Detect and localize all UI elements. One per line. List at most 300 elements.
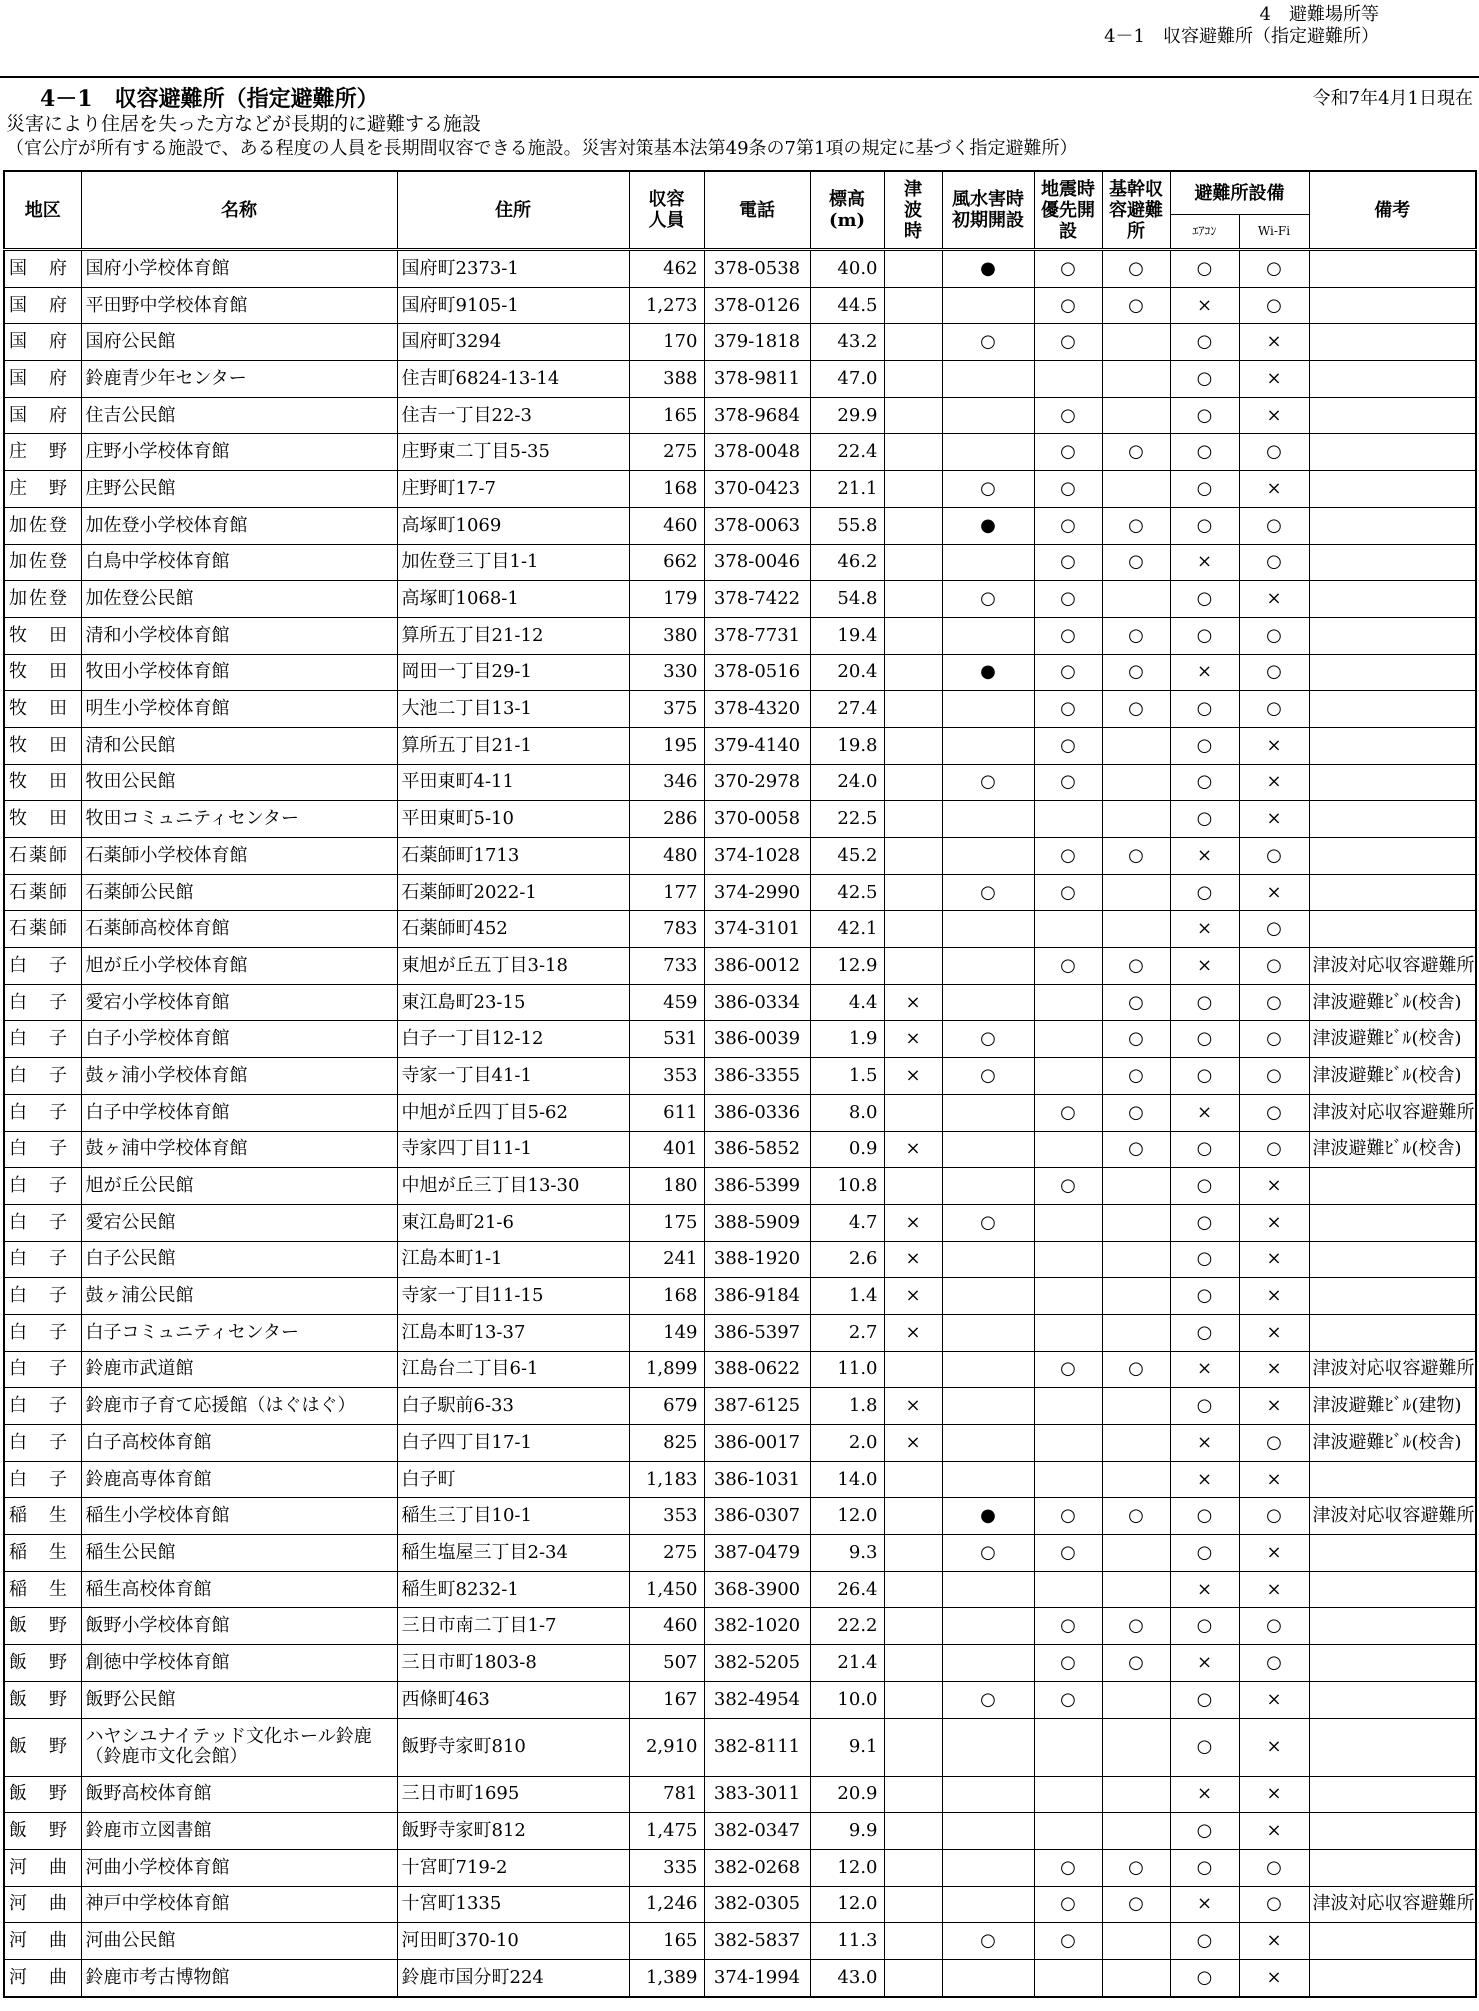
quake-mark: ○ — [1034, 1168, 1102, 1205]
district-char: 曲 — [49, 1856, 67, 1878]
district-cell — [4, 1021, 81, 1058]
facility-name: 庄野小学校体育館 — [81, 434, 397, 471]
elevation: 1.9 — [810, 1021, 884, 1058]
quake-mark: ○ — [1034, 471, 1102, 508]
wifi-mark: × — [1239, 1278, 1309, 1315]
aircon-mark: ○ — [1170, 1959, 1239, 1996]
storm-mark — [942, 397, 1034, 434]
storm-mark — [942, 1959, 1034, 1996]
tsunami-mark — [884, 361, 942, 398]
capacity: 165 — [629, 1923, 704, 1960]
aircon-mark: ○ — [1170, 1813, 1239, 1850]
quake-mark: ○ — [1034, 691, 1102, 728]
quake-mark — [1034, 361, 1102, 398]
phone: 386-0012 — [704, 948, 810, 985]
aircon-mark: ○ — [1170, 1058, 1239, 1095]
storm-mark — [942, 948, 1034, 985]
aircon-mark: ○ — [1170, 727, 1239, 764]
phone: 378-0046 — [704, 544, 810, 581]
phone: 386-9184 — [704, 1278, 810, 1315]
remarks — [1309, 764, 1476, 801]
quake-mark — [1034, 1131, 1102, 1168]
district-cell — [4, 727, 81, 764]
col-capacity — [629, 171, 704, 250]
storm-mark — [942, 1314, 1034, 1351]
core-mark: ○ — [1102, 984, 1170, 1021]
elevation: 9.3 — [810, 1535, 884, 1572]
address: 江島台二丁目6-1 — [397, 1351, 629, 1388]
table-row — [4, 1094, 1476, 1131]
quake-mark — [1034, 1204, 1102, 1241]
district-label — [9, 1737, 67, 1757]
quake-mark — [1034, 1058, 1102, 1095]
district-char: 国 — [9, 367, 27, 389]
col-tsunami-label: 津波時 — [904, 178, 922, 242]
remarks: 津波避難ﾋﾞﾙ(校舎) — [1309, 1058, 1476, 1095]
phone: 374-1028 — [704, 838, 810, 875]
core-mark — [1102, 1776, 1170, 1813]
aircon-mark: × — [1170, 654, 1239, 691]
aircon-mark: ○ — [1170, 361, 1239, 398]
remarks — [1309, 1461, 1476, 1498]
as-of-date: 令和7年4月1日現在 — [1312, 88, 1473, 109]
storm-mark — [942, 1094, 1034, 1131]
storm-mark — [942, 801, 1034, 838]
wifi-mark: ○ — [1239, 1425, 1309, 1462]
remarks — [1309, 1571, 1476, 1608]
facility-name: 国府公民館 — [81, 324, 397, 361]
district-label — [9, 772, 67, 792]
capacity: 195 — [629, 727, 704, 764]
district-label — [9, 1103, 67, 1123]
district-label — [9, 1176, 67, 1196]
aircon-mark: ○ — [1170, 1535, 1239, 1572]
address: 河田町370-10 — [397, 1923, 629, 1960]
address: 飯野寺家町812 — [397, 1813, 629, 1850]
address: 江島本町1-1 — [397, 1241, 629, 1278]
elevation: 19.4 — [810, 617, 884, 654]
address: 石薬師町1713 — [397, 838, 629, 875]
district-cell — [4, 1645, 81, 1682]
aircon-mark: × — [1170, 1094, 1239, 1131]
facility-name: 稲生公民館 — [81, 1535, 397, 1572]
district-cell — [4, 544, 81, 581]
elevation: 12.9 — [810, 948, 884, 985]
wifi-mark: ○ — [1239, 1886, 1309, 1923]
wifi-mark: ○ — [1239, 1645, 1309, 1682]
aircon-mark: ○ — [1170, 1021, 1239, 1058]
district-cell — [4, 1886, 81, 1923]
tsunami-mark — [884, 1813, 942, 1850]
facility-name: 白鳥中学校体育館 — [81, 544, 397, 581]
capacity: 353 — [629, 1498, 704, 1535]
phone: 386-0307 — [704, 1498, 810, 1535]
aircon-mark: ○ — [1170, 581, 1239, 618]
phone: 368-3900 — [704, 1571, 810, 1608]
aircon-mark: ○ — [1170, 984, 1239, 1021]
tsunami-mark — [884, 507, 942, 544]
district-char: 子 — [49, 1248, 67, 1270]
remarks — [1309, 801, 1476, 838]
district-cell — [4, 1388, 81, 1425]
storm-mark: ● — [942, 250, 1034, 288]
district-cell — [4, 1058, 81, 1095]
elevation: 26.4 — [810, 1571, 884, 1608]
wifi-mark: × — [1239, 1204, 1309, 1241]
facility-name: 鈴鹿市武道館 — [81, 1351, 397, 1388]
district-label — [9, 1968, 67, 1988]
district-char: 府 — [49, 331, 67, 353]
table-row — [4, 654, 1476, 691]
storm-mark — [942, 727, 1034, 764]
quake-mark — [1034, 1278, 1102, 1315]
facility-name: 白子中学校体育館 — [81, 1094, 397, 1131]
aircon-mark: × — [1170, 911, 1239, 948]
table-row — [4, 948, 1476, 985]
district-cell — [4, 1718, 81, 1776]
storm-mark — [942, 1425, 1034, 1462]
district-char: 牧 — [9, 698, 27, 720]
wifi-mark: × — [1239, 1571, 1309, 1608]
facility-name: 明生小学校体育館 — [81, 691, 397, 728]
district-cell — [4, 397, 81, 434]
district-cell — [4, 361, 81, 398]
district-char: 国 — [9, 257, 27, 279]
district-cell — [4, 617, 81, 654]
tsunami-mark: × — [884, 984, 942, 1021]
elevation: 1.5 — [810, 1058, 884, 1095]
core-mark: ○ — [1102, 1058, 1170, 1095]
quake-mark: ○ — [1034, 874, 1102, 911]
phone: 378-9684 — [704, 397, 810, 434]
district-char: 石 — [9, 918, 27, 940]
district-char: 白 — [9, 1211, 27, 1233]
table-row — [4, 581, 1476, 618]
wifi-mark: × — [1239, 801, 1309, 838]
district-cell — [4, 1923, 81, 1960]
core-mark: ○ — [1102, 1131, 1170, 1168]
remarks — [1309, 1241, 1476, 1278]
core-mark: ○ — [1102, 948, 1170, 985]
district-label — [9, 1470, 67, 1490]
table-row — [4, 617, 1476, 654]
address: 稲生町8232-1 — [397, 1571, 629, 1608]
district-label — [9, 1029, 67, 1049]
district-char: 白 — [9, 1101, 27, 1123]
table-row — [4, 1645, 1476, 1682]
district-char: 子 — [49, 1138, 67, 1160]
wifi-mark: × — [1239, 397, 1309, 434]
capacity: 168 — [629, 471, 704, 508]
address: 白子四丁目17-1 — [397, 1425, 629, 1462]
capacity: 380 — [629, 617, 704, 654]
table-row — [4, 1461, 1476, 1498]
address: 寺家一丁目11-15 — [397, 1278, 629, 1315]
phone: 370-2978 — [704, 764, 810, 801]
aircon-mark: ○ — [1170, 1681, 1239, 1718]
aircon-mark: ○ — [1170, 764, 1239, 801]
remarks — [1309, 1535, 1476, 1572]
table-row — [4, 1204, 1476, 1241]
phone: 388-0622 — [704, 1351, 810, 1388]
core-mark — [1102, 397, 1170, 434]
col-wifi: Wi-Fi — [1239, 215, 1309, 250]
aircon-mark: ○ — [1170, 801, 1239, 838]
quake-mark — [1034, 1314, 1102, 1351]
elevation: 10.0 — [810, 1681, 884, 1718]
district-char: 加 — [9, 514, 27, 536]
col-storm — [942, 171, 1034, 250]
capacity: 507 — [629, 1645, 704, 1682]
aircon-mark: × — [1170, 1351, 1239, 1388]
quake-mark — [1034, 984, 1102, 1021]
facility-name: 旭が丘公民館 — [81, 1168, 397, 1205]
district-label — [9, 1286, 67, 1306]
district-char: 白 — [9, 1064, 27, 1086]
table-row — [4, 1058, 1476, 1095]
elevation: 42.1 — [810, 911, 884, 948]
tsunami-mark — [884, 691, 942, 728]
district-label — [9, 846, 67, 866]
core-mark — [1102, 1204, 1170, 1241]
district-label — [9, 956, 67, 976]
quake-mark — [1034, 1718, 1102, 1776]
section-header: 4－1 収容避難所（指定避難所） — [1104, 26, 1379, 47]
elevation: 45.2 — [810, 838, 884, 875]
aircon-mark: ○ — [1170, 1923, 1239, 1960]
capacity: 286 — [629, 801, 704, 838]
address: 大池二丁目13-1 — [397, 691, 629, 728]
table-row — [4, 691, 1476, 728]
address: 石薬師町2022-1 — [397, 874, 629, 911]
wifi-mark: ○ — [1239, 434, 1309, 471]
table-row — [4, 911, 1476, 948]
elevation: 46.2 — [810, 544, 884, 581]
district-label — [9, 1139, 67, 1159]
table-row — [4, 1608, 1476, 1645]
wifi-mark: × — [1239, 1535, 1309, 1572]
core-mark: ○ — [1102, 507, 1170, 544]
district-cell — [4, 507, 81, 544]
elevation: 2.0 — [810, 1425, 884, 1462]
district-cell — [4, 911, 81, 948]
tsunami-mark: × — [884, 1425, 942, 1462]
capacity: 346 — [629, 764, 704, 801]
storm-mark — [942, 691, 1034, 728]
district-label — [9, 736, 67, 756]
district-char: 野 — [49, 477, 67, 499]
remarks — [1309, 1645, 1476, 1682]
facility-name: 鈴鹿市立図書館 — [81, 1813, 397, 1850]
wifi-mark: × — [1239, 471, 1309, 508]
district-char: 子 — [49, 1285, 67, 1307]
capacity: 353 — [629, 1058, 704, 1095]
quake-mark: ○ — [1034, 1535, 1102, 1572]
facility-name: 住吉公民館 — [81, 397, 397, 434]
district-cell — [4, 1498, 81, 1535]
district-cell — [4, 691, 81, 728]
col-core-label: 基幹収容避難所 — [1109, 178, 1163, 242]
address: 平田東町4-11 — [397, 764, 629, 801]
facility-name: 河曲小学校体育館 — [81, 1849, 397, 1886]
core-mark — [1102, 1681, 1170, 1718]
core-mark — [1102, 1241, 1170, 1278]
capacity: 662 — [629, 544, 704, 581]
quake-mark: ○ — [1034, 654, 1102, 691]
district-label — [9, 1690, 67, 1710]
quake-mark: ○ — [1034, 250, 1102, 288]
phone: 382-5837 — [704, 1923, 810, 1960]
tsunami-mark — [884, 1645, 942, 1682]
elevation: 29.9 — [810, 397, 884, 434]
phone: 388-1920 — [704, 1241, 810, 1278]
storm-mark: ○ — [942, 581, 1034, 618]
aircon-mark: ○ — [1170, 1131, 1239, 1168]
remarks — [1309, 911, 1476, 948]
storm-mark: ○ — [942, 764, 1034, 801]
tsunami-mark — [884, 1168, 942, 1205]
elevation: 0.9 — [810, 1131, 884, 1168]
aircon-mark: ○ — [1170, 1241, 1239, 1278]
storm-mark — [942, 1849, 1034, 1886]
aircon-mark: ○ — [1170, 250, 1239, 288]
remarks — [1309, 1168, 1476, 1205]
wifi-mark: × — [1239, 1923, 1309, 1960]
elevation: 54.8 — [810, 581, 884, 618]
phone: 370-0058 — [704, 801, 810, 838]
table-row — [4, 471, 1476, 508]
tsunami-mark: × — [884, 1058, 942, 1095]
address: 稲生三丁目10-1 — [397, 1498, 629, 1535]
wifi-mark: × — [1239, 1959, 1309, 1996]
facility-name: 旭が丘小学校体育館 — [81, 948, 397, 985]
district-char: 牧 — [9, 661, 27, 683]
district-char: 河 — [9, 1930, 27, 1952]
address: 稲生塩屋三丁目2-34 — [397, 1535, 629, 1572]
district-label — [9, 442, 67, 462]
quake-mark: ○ — [1034, 324, 1102, 361]
aircon-mark: ○ — [1170, 471, 1239, 508]
capacity: 167 — [629, 1681, 704, 1718]
address: 三日市町1695 — [397, 1776, 629, 1813]
remarks: 津波避難ﾋﾞﾙ(校舎) — [1309, 984, 1476, 1021]
storm-mark — [942, 911, 1034, 948]
capacity: 1,899 — [629, 1351, 704, 1388]
district-char: 曲 — [49, 1930, 67, 1952]
remarks — [1309, 654, 1476, 691]
district-cell — [4, 1813, 81, 1850]
quake-mark: ○ — [1034, 434, 1102, 471]
col-capacity-label: 収容人員 — [648, 189, 685, 231]
quake-mark — [1034, 1241, 1102, 1278]
tsunami-mark — [884, 617, 942, 654]
table-row — [4, 1168, 1476, 1205]
storm-mark — [942, 1351, 1034, 1388]
district-char: 佐 — [29, 588, 47, 610]
table-row — [4, 287, 1476, 324]
district-cell — [4, 654, 81, 691]
phone: 378-0126 — [704, 287, 810, 324]
district-char: 田 — [49, 808, 67, 830]
district-char: 田 — [49, 624, 67, 646]
facility-name: 鼓ヶ浦公民館 — [81, 1278, 397, 1315]
facility-name: 石薬師小学校体育館 — [81, 838, 397, 875]
wifi-mark: ○ — [1239, 984, 1309, 1021]
table-row — [4, 764, 1476, 801]
district-char: 田 — [49, 698, 67, 720]
aircon-mark: ○ — [1170, 397, 1239, 434]
wifi-mark: ○ — [1239, 507, 1309, 544]
phone: 387-6125 — [704, 1388, 810, 1425]
address: 三日市南二丁目1-7 — [397, 1608, 629, 1645]
table-row — [4, 801, 1476, 838]
district-cell — [4, 764, 81, 801]
facility-name: 河曲公民館 — [81, 1923, 397, 1960]
wifi-mark: × — [1239, 1461, 1309, 1498]
table-row — [4, 1535, 1476, 1572]
elevation: 21.4 — [810, 1645, 884, 1682]
table-row — [4, 1886, 1476, 1923]
table-row — [4, 1498, 1476, 1535]
tsunami-mark — [884, 324, 942, 361]
wifi-mark: ○ — [1239, 838, 1309, 875]
quake-mark: ○ — [1034, 507, 1102, 544]
district-char: 庄 — [9, 441, 27, 463]
elevation: 55.8 — [810, 507, 884, 544]
storm-mark — [942, 1645, 1034, 1682]
table-row — [4, 838, 1476, 875]
core-mark — [1102, 1571, 1170, 1608]
table-row — [4, 507, 1476, 544]
core-mark: ○ — [1102, 1608, 1170, 1645]
capacity: 180 — [629, 1168, 704, 1205]
district-char: 加 — [9, 588, 27, 610]
elevation: 10.8 — [810, 1168, 884, 1205]
aircon-mark: ○ — [1170, 324, 1239, 361]
phone: 386-0334 — [704, 984, 810, 1021]
storm-mark — [942, 1131, 1034, 1168]
facility-name: 牧田小学校体育館 — [81, 654, 397, 691]
aircon-mark: × — [1170, 1776, 1239, 1813]
core-mark — [1102, 911, 1170, 948]
core-mark — [1102, 801, 1170, 838]
table-row — [4, 1278, 1476, 1315]
facility-name: 石薬師高校体育館 — [81, 911, 397, 948]
col-elevation — [810, 171, 884, 250]
capacity: 1,389 — [629, 1959, 704, 1996]
elevation: 1.8 — [810, 1388, 884, 1425]
quake-mark: ○ — [1034, 1498, 1102, 1535]
district-char: 野 — [49, 1783, 67, 1805]
capacity: 1,183 — [629, 1461, 704, 1498]
elevation: 9.1 — [810, 1718, 884, 1776]
phone: 388-5909 — [704, 1204, 810, 1241]
elevation: 11.0 — [810, 1351, 884, 1388]
phone: 386-0336 — [704, 1094, 810, 1131]
facility-name: 飯野高校体育館 — [81, 1776, 397, 1813]
district-char: 白 — [9, 1285, 27, 1307]
quake-mark — [1034, 1461, 1102, 1498]
quake-mark — [1034, 801, 1102, 838]
phone: 379-4140 — [704, 727, 810, 764]
capacity: 459 — [629, 984, 704, 1021]
core-mark: ○ — [1102, 1498, 1170, 1535]
address: 白子一丁目12-12 — [397, 1021, 629, 1058]
phone: 386-1031 — [704, 1461, 810, 1498]
quake-mark: ○ — [1034, 948, 1102, 985]
quake-mark: ○ — [1034, 287, 1102, 324]
phone: 378-4320 — [704, 691, 810, 728]
